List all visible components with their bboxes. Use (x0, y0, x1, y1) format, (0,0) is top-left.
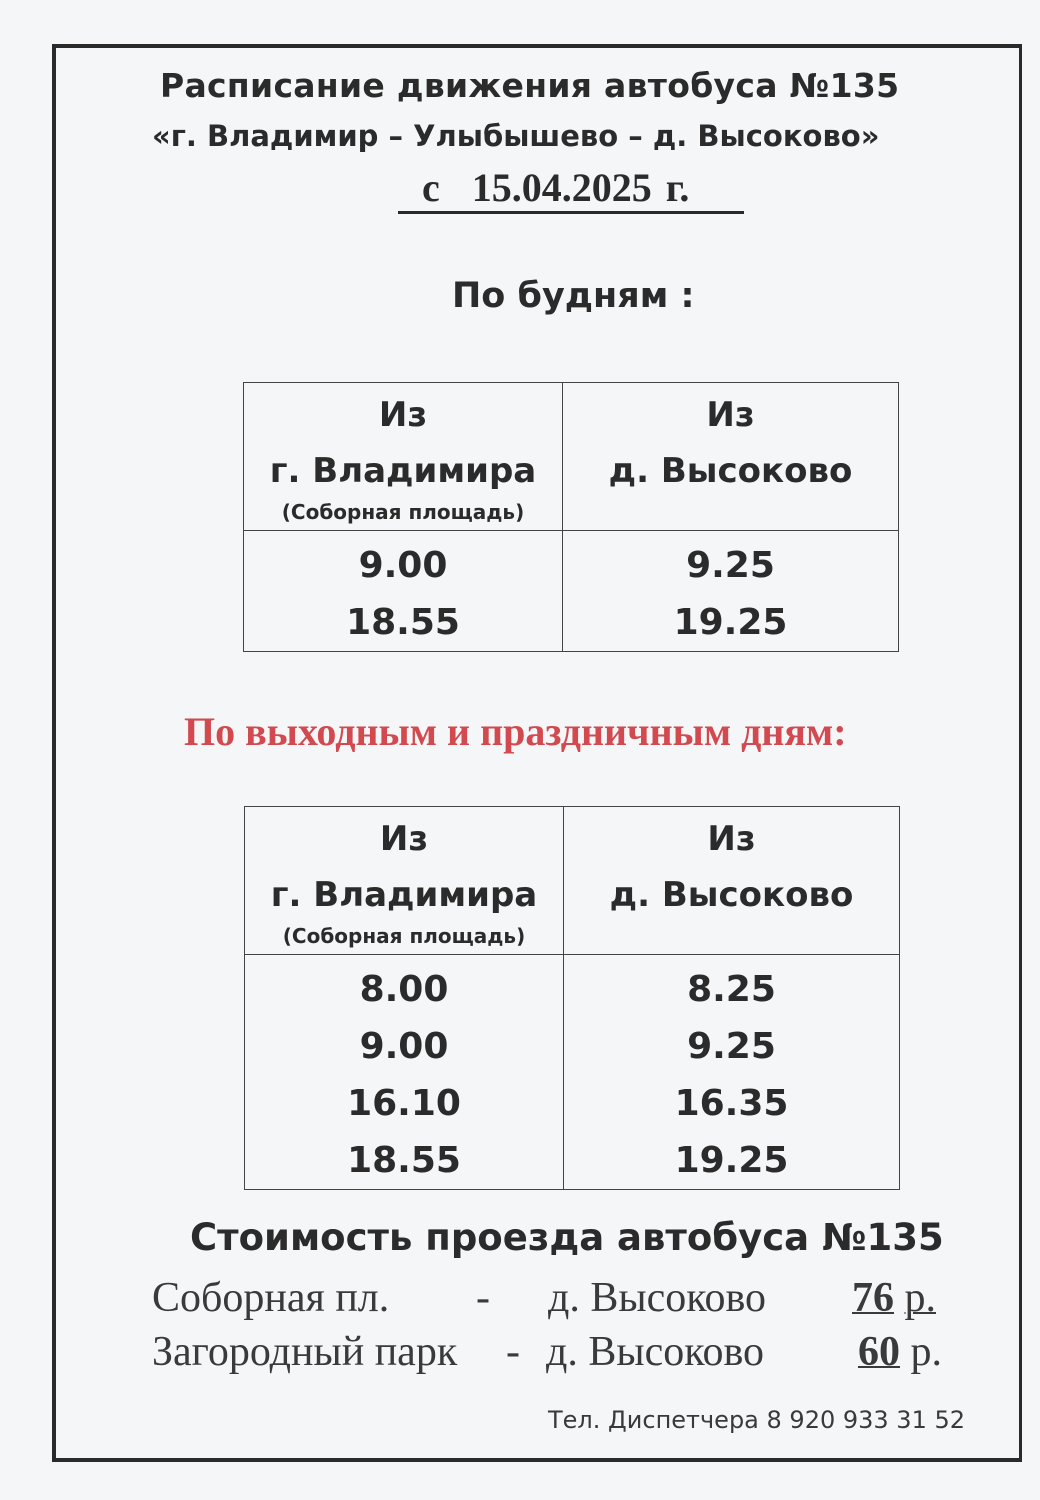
route-name: «г. Владимир – Улыбышево – д. Высоково» (152, 119, 880, 153)
header-note: (Соборная площадь) (281, 500, 525, 524)
dispatcher-phone: Тел. Диспетчера 8 920 933 31 52 (548, 1406, 965, 1434)
header-place: г. Владимира (270, 875, 538, 915)
weekdays-heading: По будням : (452, 276, 695, 316)
fare-from: Соборная пл. (152, 1275, 390, 1321)
departure-time: 18.55 (346, 602, 460, 643)
header-from-label: Из (707, 819, 756, 859)
effective-date (398, 165, 744, 214)
date-suffix: г. (665, 165, 690, 210)
price-amount: 60 (858, 1329, 900, 1375)
departure-time: 18.55 (347, 1140, 461, 1181)
fare-price (852, 1274, 936, 1322)
weekdays-col2-header (563, 383, 899, 531)
departure-time: 9.00 (359, 1026, 449, 1067)
schedule-title: Расписание движения автобуса №135 (160, 66, 900, 105)
departure-time: 9.25 (687, 1026, 776, 1067)
fare-price (858, 1328, 942, 1376)
header-from-label: Из (379, 819, 429, 859)
departure-time: 16.10 (347, 1083, 461, 1124)
departure-time: 8.25 (687, 969, 776, 1010)
fare-to: д. Высоково (548, 1275, 767, 1321)
fare-dash: - (506, 1329, 520, 1375)
weekends-from-vladimir (245, 955, 564, 1190)
weekdays-from-vysokovo (563, 531, 899, 652)
weekends-table (244, 806, 900, 1190)
departure-time: 19.25 (673, 602, 788, 643)
weekdays-from-vladimir (244, 531, 563, 652)
price-amount: 76 (852, 1275, 894, 1321)
date-prefix: с (422, 165, 440, 210)
price-unit: р. (904, 1275, 936, 1321)
header-from-label: Из (706, 395, 755, 435)
header-place: д. Высоково (608, 451, 853, 491)
price-unit: р. (910, 1329, 942, 1375)
weekends-col2-header (564, 807, 900, 955)
departure-time: 9.25 (686, 545, 775, 586)
fares-heading: Стоимость проезда автобуса №135 (190, 1216, 944, 1259)
header-place: г. Владимира (269, 451, 537, 491)
header-place: д. Высоково (609, 875, 854, 915)
fare-dash: - (476, 1275, 490, 1321)
weekdays-table (243, 382, 899, 652)
fare-to: д. Высоково (546, 1329, 765, 1375)
date-value: 15.04.2025 (471, 165, 652, 210)
departure-time: 19.25 (674, 1140, 789, 1181)
weekends-heading: По выходным и праздничным дням: (184, 709, 847, 754)
departure-time: 8.00 (359, 969, 449, 1010)
weekends-from-vysokovo (564, 955, 900, 1190)
departure-time: 16.35 (674, 1083, 789, 1124)
header-note: (Соборная площадь) (282, 924, 526, 948)
departure-time: 9.00 (358, 545, 448, 586)
fare-from: Загородный парк (152, 1329, 458, 1375)
weekends-col1-header (245, 807, 564, 955)
weekdays-col1-header (244, 383, 563, 531)
header-from-label: Из (378, 395, 428, 435)
